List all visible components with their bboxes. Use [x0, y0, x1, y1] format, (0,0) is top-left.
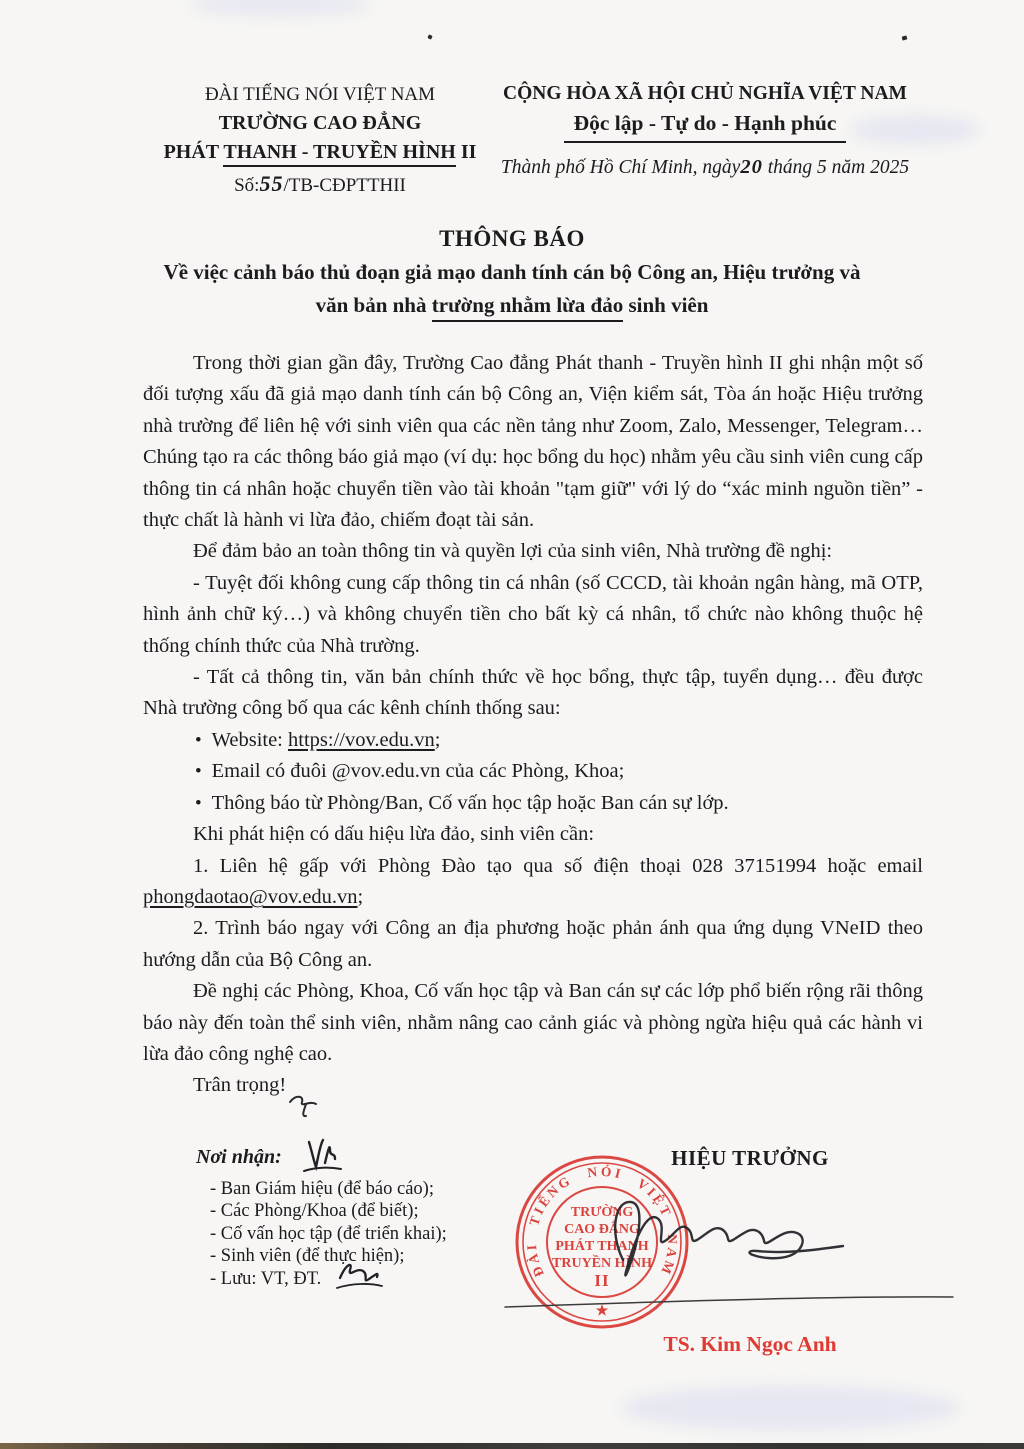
place-date-line [470, 156, 940, 179]
bullet-icon: • [195, 761, 202, 783]
letterhead-right [470, 80, 940, 179]
subtitle-line2-underlined: trường nhằm lừa đảo [432, 293, 623, 322]
signer-title: HIỆU TRƯỞNG [671, 1146, 829, 1170]
subtitle-line1: Về việc cảnh báo thủ đoạn giả mạo danh tính cán bộ Công an, Hiệu trưởng và [163, 260, 861, 284]
handwritten-initials-luu [332, 1256, 384, 1294]
recipients-label: Nơi nhận: [196, 1146, 282, 1168]
handwritten-mark-closing [286, 1090, 322, 1120]
doc-no-prefix: Số: [234, 175, 260, 196]
paragraph-dissemination: Đề nghị các Phòng, Khoa, Cố vấn học tập và Ban cán sự các lớp phổ biến rộng rãi thông báo này đến toàn thể sinh viên, nhằm nâng cao cảnh giác và phòng ngừa hiệu quả các hành vi lừa đảo công nghệ cao. [143, 980, 923, 1065]
document-title: THÔNG BÁO [439, 226, 585, 251]
paragraph-when-fraud: Khi phát hiện có dấu hiệu lừa đảo, sinh viên cần: [193, 823, 595, 846]
bullet-item-email [143, 756, 923, 787]
bullet-icon: • [195, 729, 202, 751]
paragraph-intro: Trong thời gian gần đây, Trường Cao đẳng Phát thanh - Truyền hình II ghi nhận một số đối tượng xấu đã giả mạo danh tính cán bộ Công an, Viện kiểm sát, Tòa án hoặc Hiệu trưởng nhà trường để liên hệ với sinh viên qua các nền tảng như Zoom, Zalo, Messenger, Telegram… Chúng tạo ra các thông báo giả mạo (ví dụ: học bổng du học) nhằm yêu cầu sinh viên cung cấp thông tin cá nhân hoặc chuyển tiền vào tài khoản "tạm giữ" với lý do “xác minh nguồn tiền” - thực chất là hành vi lừa đảo, chiếm đoạt tài sản. [143, 352, 923, 532]
stamp-center-line: PHÁT THANH [555, 1239, 649, 1254]
signature-ink [495, 1180, 965, 1320]
motto-underlined: Độc lập - Tự do - Hạnh phúc [564, 110, 847, 143]
bullet-icon: • [195, 792, 202, 814]
bullet-email-text: Email có đuôi @vov.edu.vn của các Phòng, Khoa; [211, 760, 625, 783]
scan-speck [902, 35, 908, 40]
national-motto-line2 [470, 110, 940, 143]
school-name-pre: PHÁT [163, 141, 224, 163]
recipient-item: - Lưu: VT, ĐT. [210, 1268, 322, 1289]
stamp-center-line: II [594, 1271, 610, 1290]
national-motto-line1: CỘNG HÒA XÃ HỘI CHỦ NGHĨA VIỆT NAM [503, 83, 907, 104]
school-name-post: II [455, 141, 477, 163]
document-subtitle [0, 256, 1024, 322]
letterhead-left [140, 80, 500, 200]
doc-no-handwritten: 55 [259, 171, 284, 196]
scan-smudge [620, 1385, 960, 1431]
recipient-item: - Ban Giám hiệu (để báo cáo); [210, 1179, 434, 1199]
subtitle-line2-pre: văn bản nhà [315, 293, 432, 317]
scan-edge-strip [0, 1443, 1024, 1449]
document-number [140, 169, 500, 200]
bullet-website-post: ; [434, 728, 441, 751]
contact-email: phongdaotao@vov.edu.vn [143, 885, 358, 908]
parent-org-name: ĐÀI TIẾNG NÓI VIỆT NAM [204, 84, 436, 105]
date-pre: Thành phố Hồ Chí Minh, ngày [500, 157, 741, 178]
paragraph-rule-2: - Tất cả thông tin, văn bản chính thức về học bổng, thực tập, tuyển dụng… đều được Nhà trường công bố qua các kênh chính thống sau: [143, 666, 923, 720]
pen-line [505, 1297, 953, 1307]
paragraph-step-1 [143, 851, 923, 914]
stamp-star-icon: ★ [595, 1304, 609, 1319]
recipient-item: - Cố vấn học tập (để triển khai); [210, 1223, 447, 1244]
recipients-list [196, 1178, 447, 1290]
scan-smudge [190, 0, 370, 16]
subtitle-line2-post: sinh viên [623, 293, 709, 317]
step1-post: ; [357, 885, 364, 908]
school-name-underlined: THANH - TRUYỀN HÌNH [223, 141, 455, 167]
recipient-item: - Các Phòng/Khoa (để biết); [210, 1201, 419, 1222]
stamp-center-line: TRƯỜNG [570, 1205, 634, 1220]
bullet-website-pre: Website: [211, 728, 289, 751]
step1-text: 1. Liên hệ gấp với Phòng Đào tạo qua số điện thoại 028 37151994 hoặc email [193, 854, 923, 877]
school-name-line2 [140, 138, 500, 167]
date-post: tháng 5 năm 2025 [762, 157, 910, 178]
handwritten-initials-recipients [300, 1136, 344, 1176]
paragraph-request: Để đảm bảo an toàn thông tin và quyền lợi của sinh viên, Nhà trường đề nghị: [193, 540, 833, 563]
title-block [0, 224, 1024, 322]
bullet-item-website [143, 725, 923, 756]
bullet-announce-text: Thông báo từ Phòng/Ban, Cố vấn học tập hoặc Ban cán sự lớp. [211, 791, 729, 814]
paragraph-rule-1: - Tuyệt đối không cung cấp thông tin cá nhân (số CCCD, tài khoản ngân hàng, mã OTP, hình ảnh chữ ký…) và không chuyển tiền cho bất kỳ cá nhân, tổ chức nào không thuộc hệ thống chính thức của Nhà trường. [143, 571, 923, 657]
stamp-center-line: TRUYỀN HÌNH [552, 1256, 652, 1271]
stamp-center-line: CAO ĐẲNG [564, 1222, 640, 1237]
date-day-handwritten: 20 [740, 156, 763, 178]
paragraph-closing: Trân trọng! [193, 1074, 287, 1097]
signer-name: TS. Kim Ngọc Anh [663, 1332, 837, 1356]
document-body [143, 348, 923, 1102]
doc-no-suffix: /TB-CĐPTTHII [283, 175, 406, 196]
signature-flourish [615, 1202, 843, 1276]
paragraph-step-2: 2. Trình báo ngay với Công an địa phương hoặc phản ánh qua ứng dụng VNeID theo hướng dẫn của Bộ Công an. [143, 917, 923, 971]
bullet-item-announce [143, 788, 923, 819]
scan-speck [427, 34, 432, 39]
school-name-line1: TRƯỜNG CAO ĐẲNG [218, 112, 422, 134]
stamp-ring-text: ĐÀI TIẾNG NÓI VIỆT NAM [523, 1163, 681, 1280]
recipient-item: - Sinh viên (để thực hiện); [210, 1246, 405, 1267]
subtitle-line2 [0, 289, 1024, 322]
website-url: https://vov.edu.vn [288, 728, 435, 751]
